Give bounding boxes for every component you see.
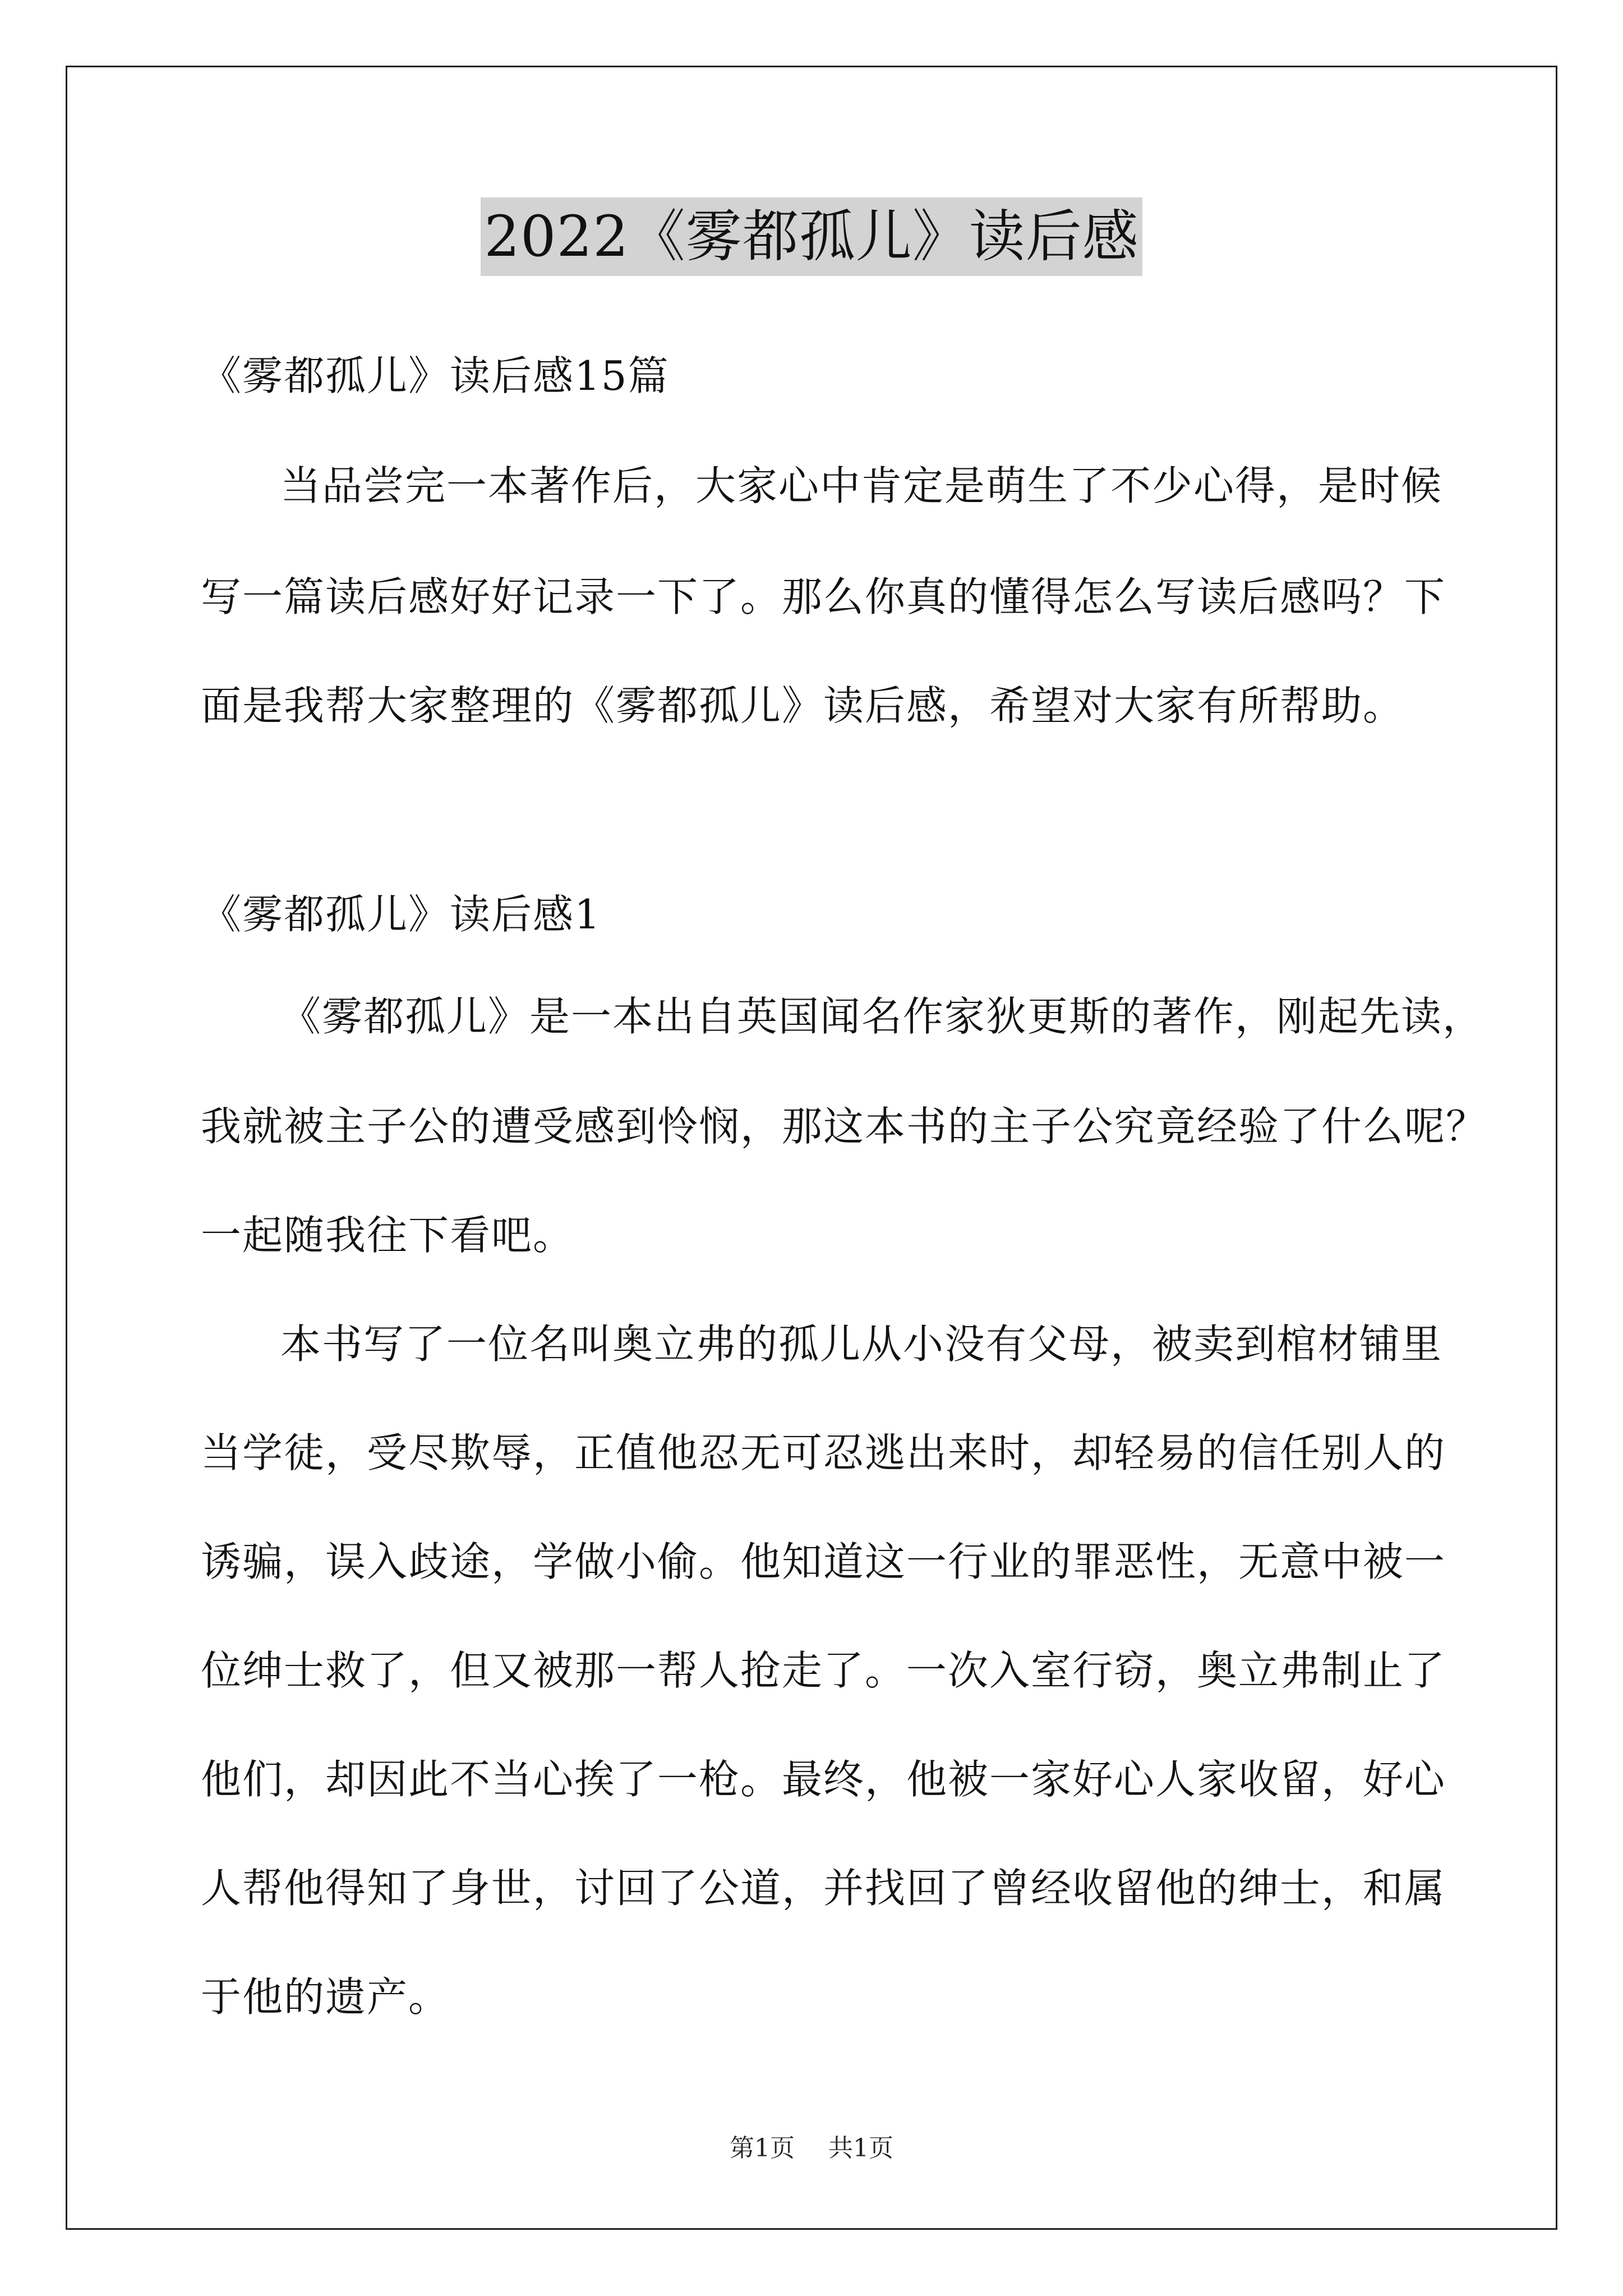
paragraph2-line-7: 于他的遗产。: [201, 1973, 450, 2021]
intro-line-2: 写一篇读后感好好记录一下了。那么你真的懂得怎么写读后感吗？下: [201, 573, 1446, 620]
page-total: 共1页: [828, 2134, 893, 2162]
paragraph2-line-6: 人帮他得知了身世，讨回了公道，并找回了曾经收留他的绅士，和属: [201, 1865, 1446, 1912]
paragraph2-line-5: 他们，却因此不当心挨了一枪。最终，他被一家好心人家收留，好心: [201, 1756, 1446, 1803]
section-heading: 《雾都孤儿》读后感1: [201, 891, 601, 938]
page-footer: [0, 2132, 1623, 2165]
paragraph2-line-4: 位绅士救了，但又被那一帮人抢走了。一次入室行窃，奥立弗制止了: [201, 1647, 1446, 1694]
document-title: 2022《雾都孤儿》读后感: [481, 197, 1142, 276]
paragraph1-line-3: 一起随我往下看吧。: [201, 1212, 575, 1259]
title-container: [0, 197, 1623, 276]
paragraph2-line-1: 本书写了一位名叫奥立弗的孤儿从小没有父母，被卖到棺材铺里: [280, 1320, 1443, 1368]
page-number: 第1页: [730, 2134, 795, 2162]
intro-line-1: 当品尝完一本著作后，大家心中肯定是萌生了不少心得，是时候: [280, 462, 1443, 509]
paragraph1-line-1: 《雾都孤儿》是一本出自英国闻名作家狄更斯的著作，刚起先读，: [280, 993, 1484, 1040]
subtitle: 《雾都孤儿》读后感15篇: [201, 352, 670, 399]
paragraph1-line-2: 我就被主子公的遭受感到怜悯，那这本书的主子公究竟经验了什么呢？: [201, 1103, 1488, 1150]
paragraph2-line-3: 诱骗，误入歧途，学做小偷。他知道这一行业的罪恶性，无意中被一: [201, 1538, 1446, 1585]
intro-line-3: 面是我帮大家整理的《雾都孤儿》读后感，希望对大家有所帮助。: [201, 682, 1405, 729]
paragraph2-line-2: 当学徒，受尽欺辱，正值他忍无可忍逃出来时，却轻易的信任别人的: [201, 1429, 1446, 1476]
